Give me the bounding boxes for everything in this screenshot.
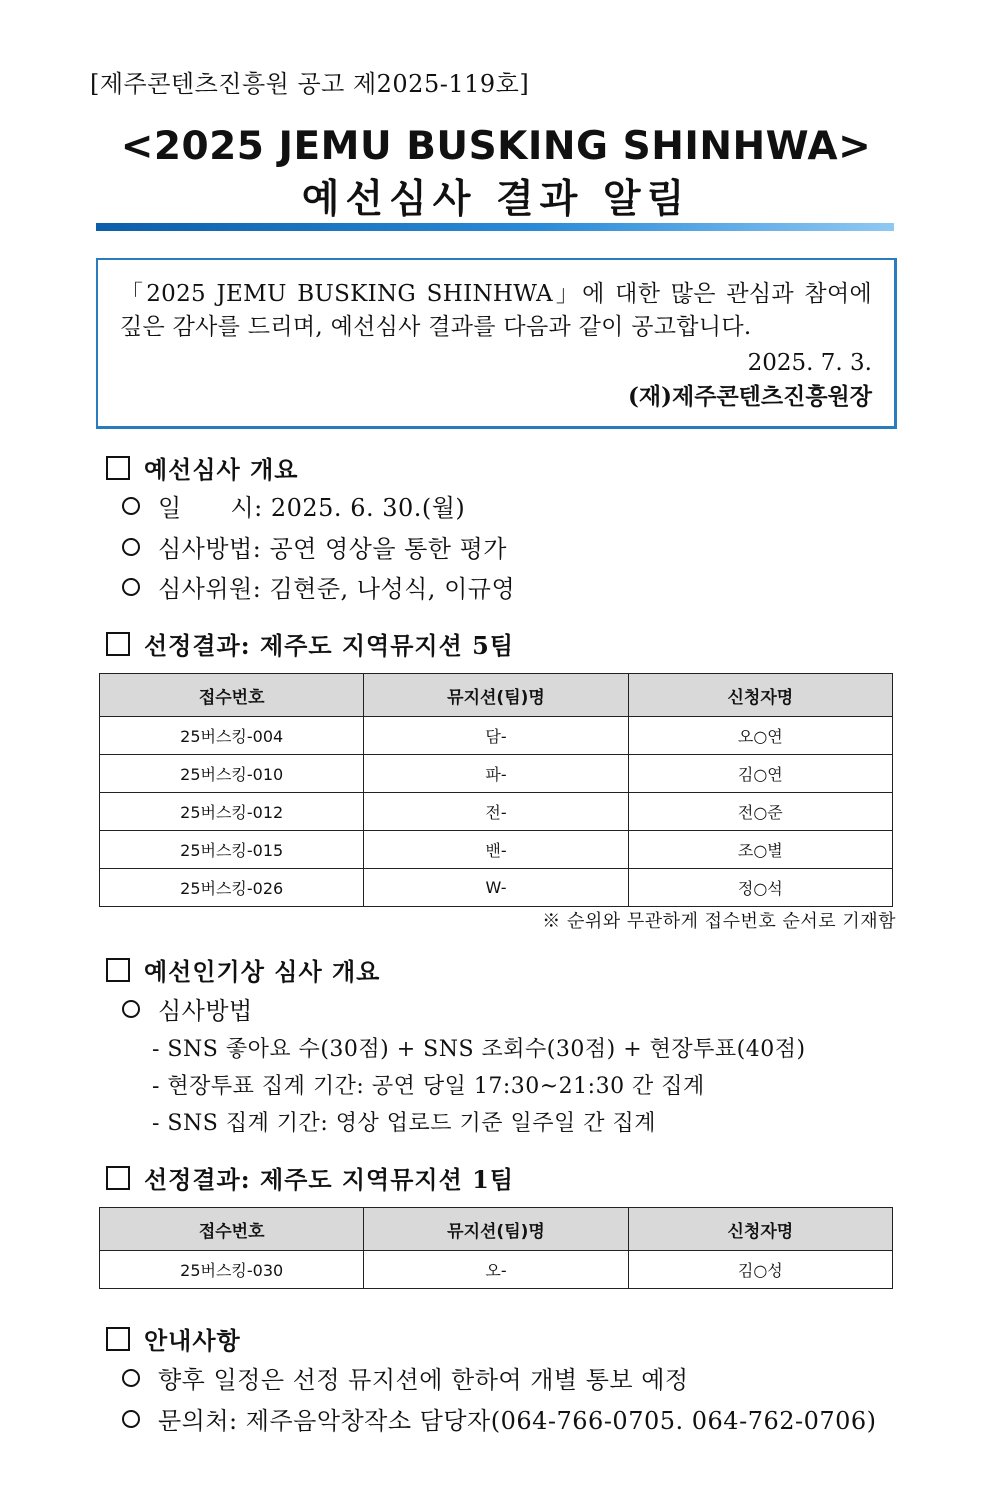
column-header: 뮤지션(팀)명 <box>364 674 628 717</box>
list-item <box>122 569 515 604</box>
list-item <box>122 1360 689 1395</box>
table-cell: 밴- <box>364 831 628 869</box>
table-row <box>100 869 893 907</box>
table-cell: 김○연 <box>628 755 892 793</box>
table-cell: 25버스킹-030 <box>100 1251 364 1289</box>
circle-bullet-icon <box>122 497 140 515</box>
table-cell: 25버스킹-004 <box>100 717 364 755</box>
sub-list-item: - 현장투표 집계 기간: 공연 당일 17:30~21:30 간 집계 <box>152 1074 705 1099</box>
title-line-2: 예선심사 결과 알림 <box>301 177 691 222</box>
section-heading-text: 선정결과: 제주도 지역뮤지션 1팀 <box>144 1165 515 1194</box>
checkbox-icon <box>106 958 130 982</box>
list-item-text: 심사방법: 공연 영상을 통한 평가 <box>158 535 507 563</box>
list-item-text: 향후 일정은 선정 뮤지션에 한하여 개별 통보 예정 <box>158 1366 689 1394</box>
page-title <box>0 122 992 228</box>
circle-bullet-icon <box>122 578 140 596</box>
section-heading-text: 예선인기상 심사 개요 <box>144 957 381 986</box>
checkbox-icon <box>106 456 130 480</box>
sub-list-item: - SNS 집계 기간: 영상 업로드 기준 일주일 간 집계 <box>152 1111 656 1136</box>
table-cell: 전○준 <box>628 793 892 831</box>
table-cell: 김○성 <box>628 1251 892 1289</box>
list-item <box>122 991 253 1026</box>
section-heading-guide <box>106 1321 241 1356</box>
section-heading-result-5 <box>106 626 514 661</box>
checkbox-icon <box>106 1327 130 1351</box>
checkbox-icon <box>106 1166 130 1190</box>
table-cell: 정○석 <box>628 869 892 907</box>
table-row <box>100 1251 893 1289</box>
list-item-text: 심사방법 <box>158 997 253 1025</box>
column-header: 신청자명 <box>628 1208 892 1251</box>
column-header: 신청자명 <box>628 674 892 717</box>
table-cell: 전- <box>364 793 628 831</box>
table-cell: 조○별 <box>628 831 892 869</box>
table-cell: 25버스킹-012 <box>100 793 364 831</box>
table-header-row <box>100 1208 893 1251</box>
notice-number: [제주콘텐츠진흥원 공고 제2025-119호] <box>90 70 530 98</box>
title-underline <box>96 223 894 231</box>
table-header-row <box>100 674 893 717</box>
section-heading-text: 선정결과: 제주도 지역뮤지션 5팀 <box>144 631 515 660</box>
table-cell: 파- <box>364 755 628 793</box>
section-heading-text: 안내사항 <box>144 1326 241 1355</box>
table-cell: 25버스킹-026 <box>100 869 364 907</box>
circle-bullet-icon <box>122 1369 140 1387</box>
intro-signature: (재)제주콘텐츠진흥원장 <box>628 383 872 410</box>
section-heading-text: 예선심사 개요 <box>144 455 299 484</box>
list-item-text: 일 시: 2025. 6. 30.(월) <box>158 494 466 522</box>
result-table-1-team <box>99 1207 893 1289</box>
intro-box <box>96 258 897 429</box>
table-cell: W- <box>364 869 628 907</box>
intro-date: 2025. 7. 3. <box>747 350 872 376</box>
sub-list-item: - SNS 좋아요 수(30점) + SNS 조회수(30점) + 현장투표(40점) <box>152 1037 806 1062</box>
list-item <box>122 1401 877 1436</box>
circle-bullet-icon <box>122 1000 140 1018</box>
table-cell: 담- <box>364 717 628 755</box>
section-heading-result-1 <box>106 1160 514 1195</box>
list-item <box>122 488 465 523</box>
table-cell: 오- <box>364 1251 628 1289</box>
list-item-text: 심사위원: 김현준, 나성식, 이규영 <box>158 575 516 603</box>
table-row <box>100 793 893 831</box>
table-cell: 25버스킹-010 <box>100 755 364 793</box>
checkbox-icon <box>106 632 130 656</box>
list-item <box>122 529 507 564</box>
table-note: ※ 순위와 무관하게 접수번호 순서로 기재함 <box>542 911 896 932</box>
intro-text: 「2025 JEMU BUSKING SHINHWA」에 대한 많은 관심과 참여에 깊은 감사를 드리며, 예선심사 결과를 다음과 같이 공고합니다. <box>120 281 872 340</box>
table-row <box>100 755 893 793</box>
table-cell: 오○연 <box>628 717 892 755</box>
column-header: 접수번호 <box>100 674 364 717</box>
column-header: 뮤지션(팀)명 <box>364 1208 628 1251</box>
table-row <box>100 831 893 869</box>
circle-bullet-icon <box>122 1410 140 1428</box>
table-row <box>100 717 893 755</box>
column-header: 접수번호 <box>100 1208 364 1251</box>
section-heading-overview <box>106 450 298 485</box>
list-item-text: 문의처: 제주음악창작소 담당자(064-766-0705. 064-762-0706) <box>158 1407 877 1435</box>
result-table-5-teams <box>99 673 893 907</box>
title-line-1: <2025 JEMU BUSKING SHINHWA> <box>120 124 872 169</box>
section-heading-popularity <box>106 952 380 987</box>
circle-bullet-icon <box>122 538 140 556</box>
table-cell: 25버스킹-015 <box>100 831 364 869</box>
